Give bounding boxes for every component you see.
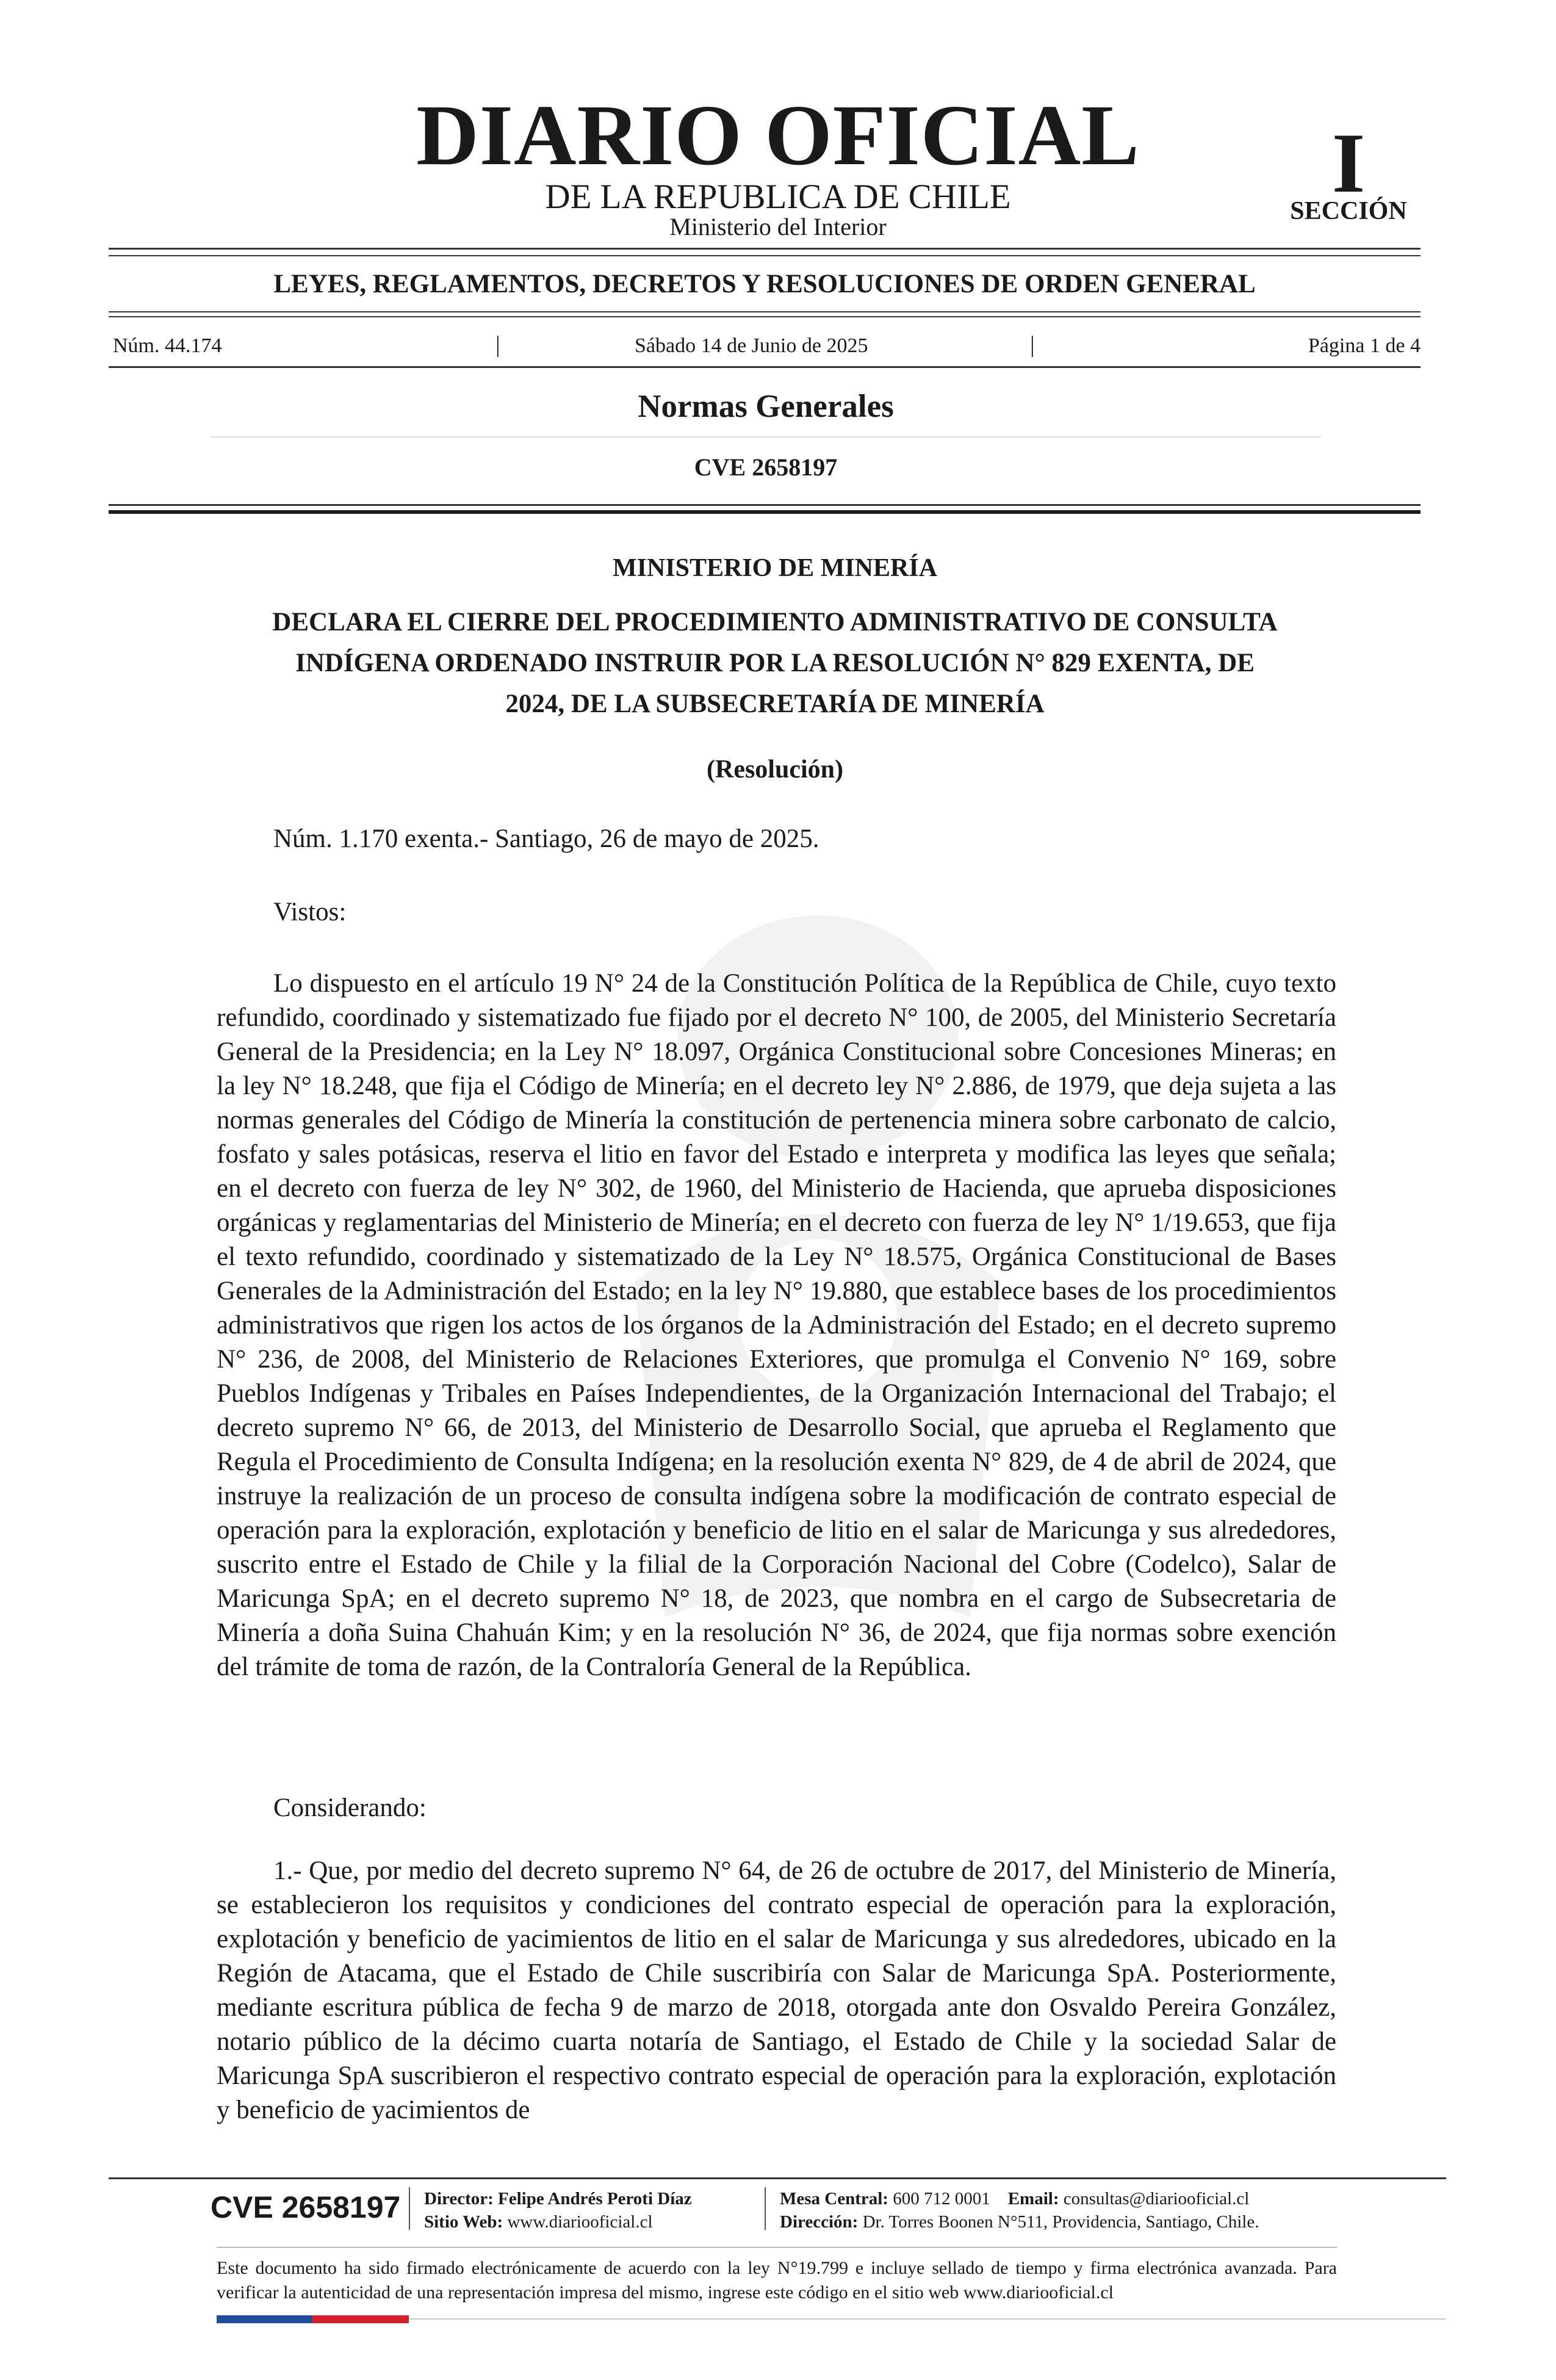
email-link[interactable]: consultas@diariooficial.cl [1063, 2189, 1250, 2209]
flag-bar-red [312, 2315, 409, 2323]
section-rule-top [109, 504, 1421, 506]
footer-legal-rule [217, 2247, 1337, 2248]
category-rule-bottom [109, 316, 1421, 317]
document-type: (Resolución) [707, 755, 843, 784]
footer-divider [765, 2187, 766, 2230]
phone-label: Mesa Central: [780, 2189, 888, 2209]
address-label: Dirección: [780, 2212, 859, 2232]
category-heading: LEYES, REGLAMENTOS, DECRETOS Y RESOLUCIONES DE ORDEN GENERAL [273, 270, 1256, 298]
email-label: Email: [1007, 2189, 1059, 2209]
vistos-label: Vistos: [273, 898, 347, 926]
section-rule-bottom [109, 510, 1421, 514]
issue-date: Sábado 14 de Junio de 2025 [635, 334, 868, 357]
vistos-paragraph [217, 967, 1336, 1684]
director-name: Felipe Andrés Peroti Díaz [498, 2189, 692, 2209]
section-title: Normas Generales [638, 389, 894, 424]
website-link[interactable]: www.diariooficial.cl [507, 2212, 653, 2232]
resolution-heading-line: DECLARA EL CIERRE DEL PROCEDIMIENTO ADMINISTRATIVO DE CONSULTA [272, 608, 1278, 636]
considerando-label: Considerando: [273, 1794, 427, 1822]
resolution-number-line: Núm. 1.170 exenta.- Santiago, 26 de mayo de 2025. [273, 824, 819, 853]
issue-number: Núm. 44.174 [113, 334, 222, 357]
flag-bar-gray [409, 2318, 1446, 2320]
masthead-ministry: Ministerio del Interior [669, 213, 887, 240]
footer-contact [780, 2187, 1259, 2234]
masthead-rule-bottom [109, 255, 1421, 256]
masthead-subtitle: DE LA REPUBLICA DE CHILE [545, 178, 1011, 216]
section-title-underline [211, 436, 1321, 438]
issue-rule [109, 366, 1421, 368]
phone-number: 600 712 0001 [893, 2189, 990, 2209]
page-indicator: Página 1 de 4 [1308, 334, 1421, 357]
header-separator: | [495, 332, 500, 358]
resolution-heading-line: 2024, DE LA SUBSECRETARÍA DE MINERÍA [505, 690, 1045, 718]
footer-cve: CVE 2658197 [211, 2190, 401, 2224]
footer-rule [109, 2177, 1446, 2179]
resolution-heading-line: INDÍGENA ORDENADO INSTRUIR POR LA RESOLUCIÓN N° 829 EXENTA, DE [295, 649, 1255, 677]
section-label: SECCIÓN [1290, 197, 1407, 225]
considerando-paragraph [217, 1854, 1336, 2127]
header-separator: | [1030, 332, 1035, 358]
footer-legal-text: Este documento ha sido firmado electrónicamente de acuerdo con la ley N°19.799 e incluye sellado de tiempo y firma electrónica avanzada. Para verificar la autenticidad de una representación impresa del mismo, ingrese este código en el sitio web www.diariooficial.cl [217, 2258, 1337, 2302]
section-number: I [1331, 116, 1366, 211]
ministry-heading: MINISTERIO DE MINERÍA [612, 554, 938, 582]
resolution-heading [183, 602, 1367, 724]
footer-director [424, 2187, 692, 2234]
category-rule-top [109, 311, 1421, 312]
considerando-1-text: 1.- Que, por medio del decreto supremo N° 64, de 26 de octubre de 2017, del Ministerio de Minería, se establecieron los requisitos y condiciones del contrato especial de operación para la exploración, explotación y beneficio de yacimientos de litio en el salar de Maricunga y sus alrededores, ubicado en la Región de Atacama, que el Estado de Chile suscribiría con Salar de Maricunga SpA. Posteriormente, mediante escritura pública de fecha 9 de marzo de 2018, otorgada ante don Osvaldo Pereira González, notario público de la décimo cuarta notaría de Santiago, el Estado de Chile y la sociedad Salar de Maricunga SpA suscribieron el respectivo contrato especial de operación para la exploración, explotación y beneficio de yacimientos de [217, 1856, 1336, 2124]
footer-divider [409, 2187, 410, 2230]
director-label: Director: [424, 2189, 494, 2209]
masthead-title: DIARIO OFICIAL [416, 87, 1140, 183]
website-label: Sitio Web: [424, 2212, 503, 2232]
masthead-rule-top [109, 248, 1421, 250]
address-text: Dr. Torres Boonen N°511, Providencia, Santiago, Chile. [862, 2212, 1259, 2232]
vistos-text: Lo dispuesto en el artículo 19 N° 24 de la Constitución Política de la República de Chile, cuyo texto refundido, coordinado y sistematizado fue fijado por el decreto N° 100, de 2005, del Ministerio Secretaría General de la Presidencia; en la Ley N° 18.097, Orgánica Constitucional sobre Concesiones Mineras; en la ley N° 18.248, que fija el Código de Minería; en el decreto ley N° 2.886, de 1979, que deja sujeta a las normas generales del Código de Minería la constitución de pertenencia minera sobre carbonato de calcio, fosfato y sales potásicas, reserva el litio en favor del Estado e interpreta y modifica las leyes que señala; en el decreto con fuerza de ley N° 302, de 1960, del Ministerio de Hacienda, que aprueba disposiciones orgánicas y reglamentarias del Ministerio de Minería; en el decreto con fuerza de ley N° 1/19.653, que fija el texto refundido, coordinado y sistematizado de la Ley N° 18.575, Orgánica Constitucional de Bases Generales de la Administración del Estado; en la ley N° 19.880, que establece bases de los procedimientos administrativos que rigen los actos de los órganos de la Administración del Estado; en el decreto supremo N° 236, de 2008, del Ministerio de Relaciones Exteriores, que promulga el Convenio N° 169, sobre Pueblos Indígenas y Tribales en Países Independientes, de la Organización Internacional del Trabajo; el decreto supremo N° 66, de 2013, del Ministerio de Desarrollo Social, que aprueba el Reglamento que Regula el Procedimiento de Consulta Indígena; en la resolución exenta N° 829, de 4 de abril de 2024, que instruye la realización de un proceso de consulta indígena sobre la modificación de contrato especial de operación para la exploración, explotación y beneficio de litio en el salar de Maricunga y sus alrededores, suscrito entre el Estado de Chile y la filial de la Corporación Nacional del Cobre (Codelco), Salar de Maricunga SpA; en el decreto supremo N° 18, de 2023, que nombra en el cargo de Subsecretaria de Minería a doña Suina Chahuán Kim; y en la resolución N° 36, de 2024, que fija normas sobre exención del trámite de toma de razón, de la Contraloría General de la República. [217, 969, 1336, 1681]
flag-bar-blue [217, 2315, 312, 2323]
cve-code: CVE 2658197 [694, 453, 838, 481]
